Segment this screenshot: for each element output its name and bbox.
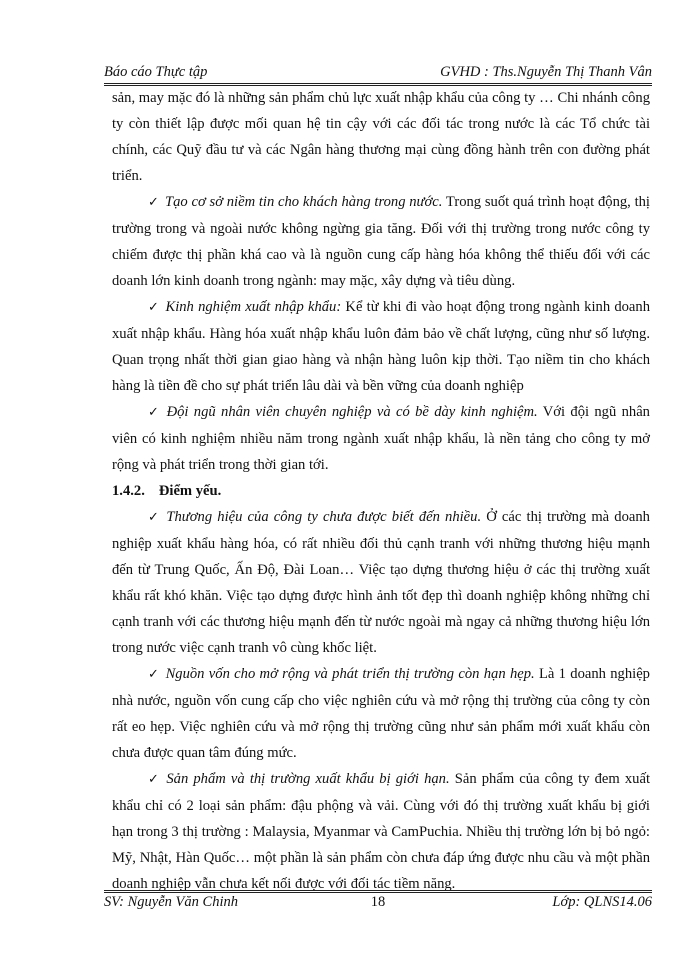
header-report-title: Báo cáo Thực tập (104, 64, 208, 80)
weakness-capital (112, 661, 650, 766)
page-number: 18 (370, 894, 386, 910)
checkmark-icon: ✓ (148, 510, 161, 525)
page-body (112, 85, 650, 897)
strength-trust-title: Tạo cơ sở niềm tin cho khách hàng trong nước. (165, 194, 443, 210)
weakness-products (112, 766, 650, 897)
strength-trust-text: Trong suốt quá trình hoạt động, thị trường trong và ngoài nước không ngừng gia tăng. Đối với thị trường trong nước công ty chiếm được thị phần khá cao và là nguồn cung cấp hàng hóa không thể thiếu đối với các doanh lớn kinh doanh trong ngành: may mặc, xây dựng và tiêu dùng. (112, 194, 650, 289)
section-number: 1.4.2. (112, 483, 145, 499)
weakness-brand-title: Thương hiệu của công ty chưa được biết đến nhiều. (166, 509, 482, 525)
paragraph-intro: sản, may mặc đó là những sản phẩm chủ lực xuất nhập khẩu của công ty … Chi nhánh công ty còn thiết lập được mối quan hệ tin cậy với các đối tác trong nước là các Tổ chức tài chính, các Quỹ đầu tư và các Ngân hàng thương mại cùng đồng hành trên con đường phát triển. (112, 90, 650, 184)
strength-experience-title: Kinh nghiệm xuất nhập khẩu: (165, 299, 342, 315)
page-footer (104, 894, 652, 912)
footer-divider-secondary (104, 892, 652, 893)
strength-staff-text: Với đội ngũ nhân viên có kinh nghiệm nhiều năm trong ngành xuất nhập khẩu, là nền tảng cho công ty mở rộng và phát triển trong thời gian tới. (112, 404, 650, 473)
weakness-capital-title: Nguồn vốn cho mở rộng và phát triển thị trường còn hạn hẹp. (165, 666, 535, 682)
strength-staff-title: Đội ngũ nhân viên chuyên nghiệp và có bề dày kinh nghiệm. (166, 404, 538, 420)
footer-class: Lớp: QLNS14.06 (552, 894, 652, 910)
section-heading-weaknesses (112, 478, 650, 504)
footer-student: SV: Nguyễn Văn Chinh (104, 894, 238, 910)
weakness-capital-text: Là 1 doanh nghiệp nhà nước, nguồn vốn cung cấp cho việc nghiên cứu và mở rộng thị trường của công ty còn rất eo hẹp. Việc nghiên cứu và mở rộng thị trường cũng như sản phẩm mới xuất khẩu còn chưa được quan tâm đúng mức. (112, 666, 650, 761)
strength-experience (112, 294, 650, 399)
header-supervisor: GVHD : Ths.Nguyễn Thị Thanh Vân (440, 64, 652, 80)
strength-experience-text: Kể từ khi đi vào hoạt động trong ngành kinh doanh xuất nhập khẩu. Hàng hóa xuất nhập khẩu luôn đảm bảo về chất lượng, cũng như số lượng. Quan trọng nhất thời gian giao hàng và nhận hàng luôn kịp thời. Tạo niềm tin cho khách hàng là tiền đề cho sự phát triển lâu dài và bền vững của doanh nghiệp (112, 299, 651, 394)
checkmark-icon: ✓ (148, 300, 160, 315)
weakness-brand-text: Ở các thị trường mà doanh nghiệp xuất khẩu hàng hóa, có rất nhiều đối thủ cạnh tranh với những thương hiệu mạnh đến từ Trung Quốc, Ấn Độ, Đài Loan… Việc tạo dựng thương hiệu ở các thị trường xuất khẩu rất khó khăn. Việc tạo dựng được hình ảnh tốt đẹp thì doanh nghiệp không những chỉ cạnh tranh với các thương hiệu mạnh đến từ nước ngoài mà ngay cả những thương hiệu lớn trong nước việc cạnh tranh vô cùng khốc liệt. (112, 509, 650, 656)
footer-divider (104, 890, 652, 891)
weakness-products-title: Sản phẩm và thị trường xuất khẩu bị giới hạn. (166, 771, 450, 787)
checkmark-icon: ✓ (148, 772, 161, 787)
strength-staff (112, 399, 650, 478)
strength-trust (112, 189, 650, 294)
checkmark-icon: ✓ (148, 405, 161, 420)
section-title: Điểm yếu. (158, 483, 222, 499)
weakness-products-text: Sản phẩm của công ty đem xuất khẩu chỉ có 2 loại sản phẩm: đậu phộng và vải. Cùng với đó thị trường xuất khẩu bị giới hạn trong 3 thị trường : Malaysia, Myanmar và CamPuchia. Nhiều thị trường lớn bị bỏ ngỏ: Mỹ, Nhật, Hàn Quốc… một phần là sản phẩm còn chưa đáp ứng được nhu cầu và một phần doanh nghiệp vẫn chưa kết nối được với đối tác tiềm năng. (112, 771, 651, 892)
header-divider (104, 83, 652, 84)
checkmark-icon: ✓ (148, 667, 160, 682)
checkmark-icon: ✓ (148, 195, 160, 210)
page-header (104, 64, 652, 82)
weakness-brand (112, 504, 650, 661)
